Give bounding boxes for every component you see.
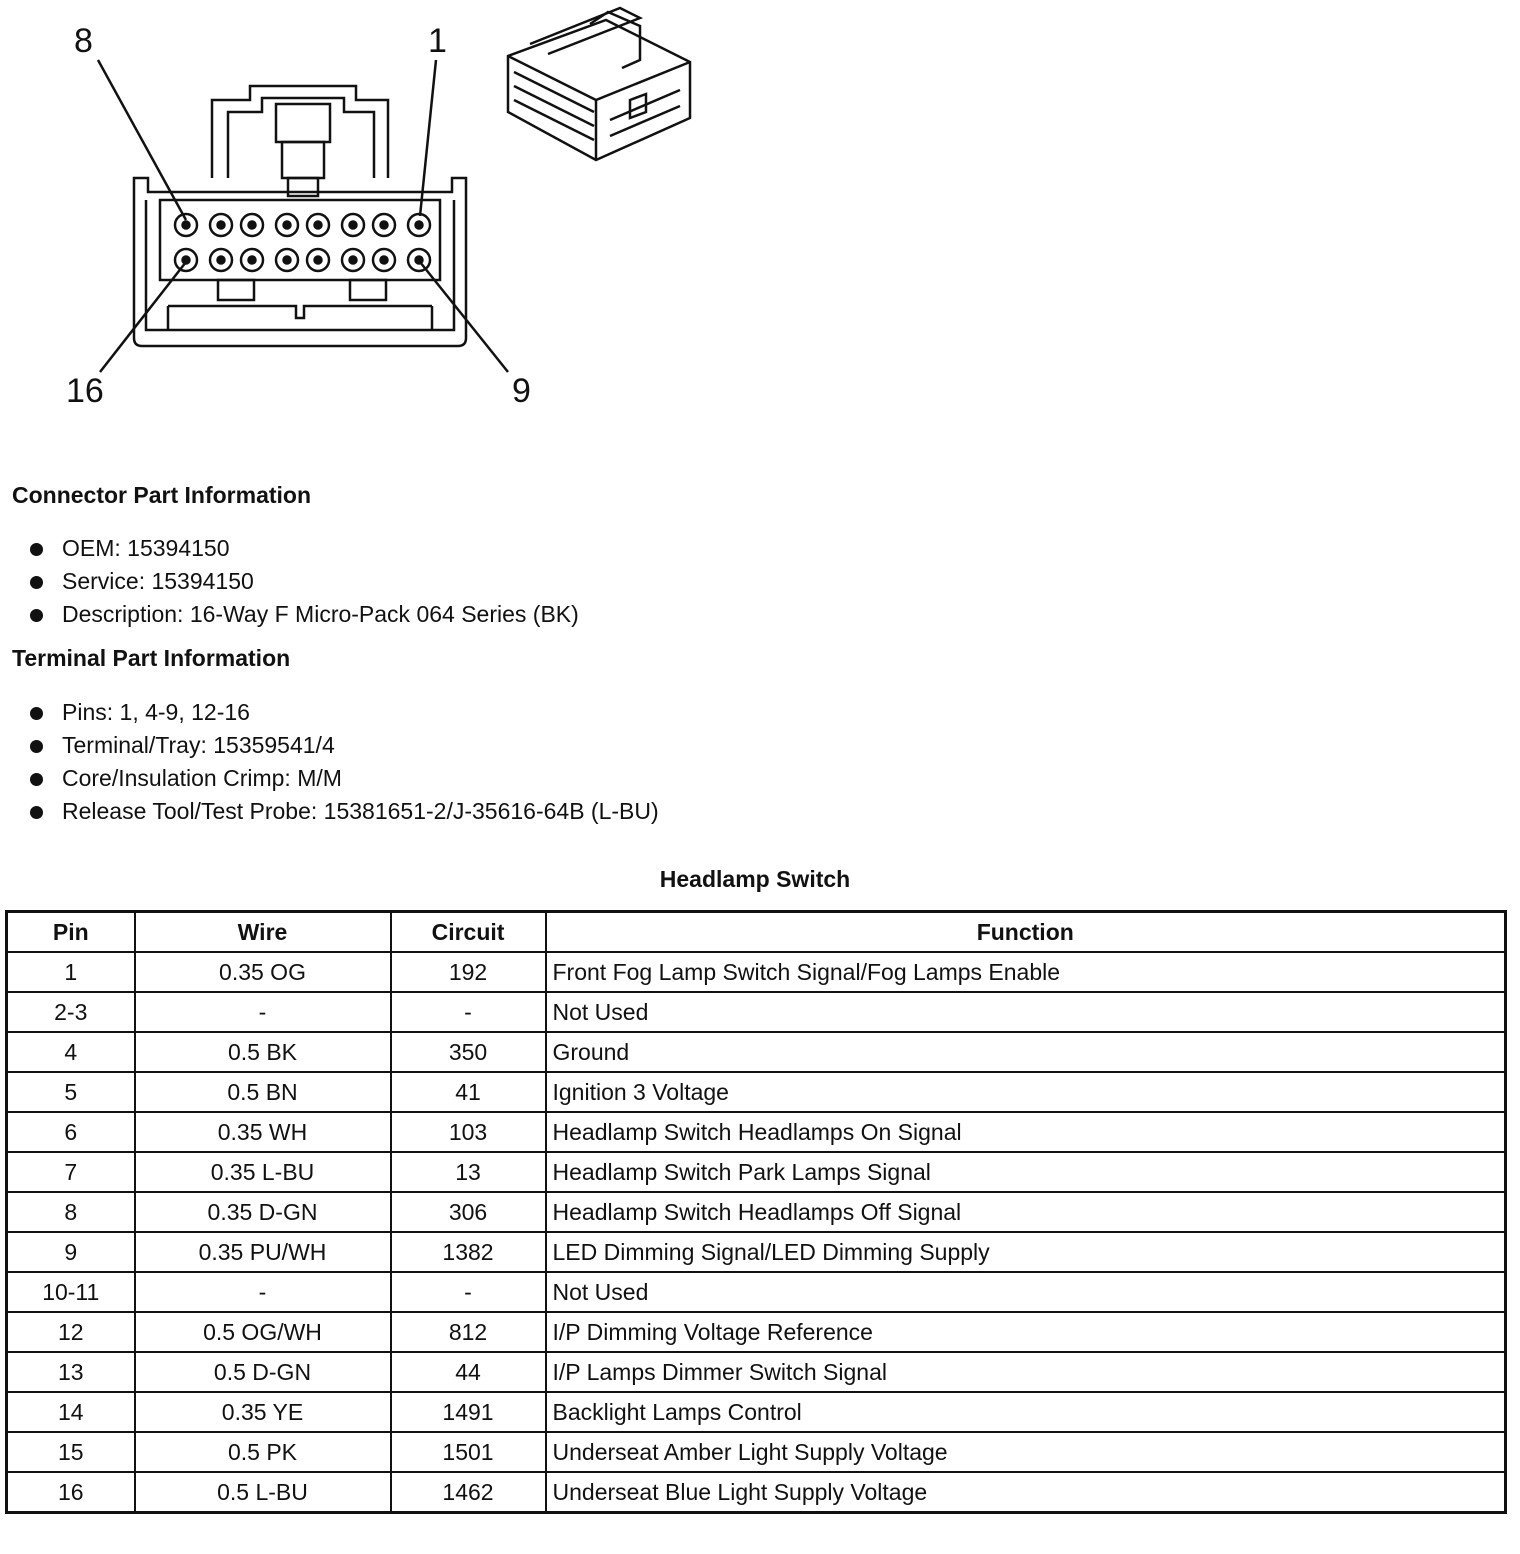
cell-circuit: 1462 xyxy=(391,1472,546,1513)
terminal-info-tool: Release Tool/Test Probe: 15381651-2/J-35616-64B (L-BU) xyxy=(30,795,659,828)
cell-circuit: 41 xyxy=(391,1072,546,1112)
cell-wire: - xyxy=(135,992,391,1032)
cell-wire: 0.35 OG xyxy=(135,952,391,992)
terminal-info-tray: Terminal/Tray: 15359541/4 xyxy=(30,729,659,762)
cell-wire: 0.35 L-BU xyxy=(135,1152,391,1192)
terminal-info-title: Terminal Part Information xyxy=(12,645,291,671)
terminal-info-crimp: Core/Insulation Crimp: M/M xyxy=(30,762,659,795)
cell-pin: 5 xyxy=(7,1072,135,1112)
connector-info-title: Connector Part Information xyxy=(12,482,312,508)
table-row xyxy=(7,1352,1506,1392)
cell-function: LED Dimming Signal/LED Dimming Supply xyxy=(546,1232,1506,1272)
table-row xyxy=(7,1112,1506,1152)
table-row xyxy=(7,992,1506,1032)
table-header-row xyxy=(7,912,1506,953)
table-row xyxy=(7,1272,1506,1312)
cell-wire: 0.5 L-BU xyxy=(135,1472,391,1513)
cell-function: Ground xyxy=(546,1032,1506,1072)
header-pin: Pin xyxy=(7,912,135,953)
cell-pin: 13 xyxy=(7,1352,135,1392)
connector-info-oem: OEM: 15394150 xyxy=(30,532,579,565)
cell-wire: 0.5 OG/WH xyxy=(135,1312,391,1352)
cell-pin: 8 xyxy=(7,1192,135,1232)
connector-iso-view xyxy=(508,8,690,160)
cell-circuit: 306 xyxy=(391,1192,546,1232)
connector-diagram xyxy=(0,0,720,420)
table-row xyxy=(7,1432,1506,1472)
table-row xyxy=(7,1472,1506,1513)
cell-circuit: - xyxy=(391,992,546,1032)
cell-wire: 0.5 PK xyxy=(135,1432,391,1472)
cell-function: Headlamp Switch Headlamps On Signal xyxy=(546,1112,1506,1152)
header-function: Function xyxy=(546,912,1506,953)
cell-wire: 0.5 BK xyxy=(135,1032,391,1072)
cell-pin: 6 xyxy=(7,1112,135,1152)
table-row xyxy=(7,1152,1506,1192)
cell-function: Underseat Amber Light Supply Voltage xyxy=(546,1432,1506,1472)
cell-circuit: 192 xyxy=(391,952,546,992)
cell-wire: 0.35 YE xyxy=(135,1392,391,1432)
table-row xyxy=(7,1312,1506,1352)
pin-label-16: 16 xyxy=(66,372,104,410)
table-row xyxy=(7,1392,1506,1432)
cell-wire: - xyxy=(135,1272,391,1312)
cell-circuit: 1491 xyxy=(391,1392,546,1432)
cell-function: Headlamp Switch Headlamps Off Signal xyxy=(546,1192,1506,1232)
cell-function: Not Used xyxy=(546,1272,1506,1312)
cell-circuit: 44 xyxy=(391,1352,546,1392)
cell-circuit: 350 xyxy=(391,1032,546,1072)
header-circuit: Circuit xyxy=(391,912,546,953)
pin-label-8: 8 xyxy=(74,22,93,60)
cell-pin: 16 xyxy=(7,1472,135,1513)
cell-pin: 9 xyxy=(7,1232,135,1272)
header-wire: Wire xyxy=(135,912,391,953)
cell-pin: 4 xyxy=(7,1032,135,1072)
cell-wire: 0.5 D-GN xyxy=(135,1352,391,1392)
cell-wire: 0.35 D-GN xyxy=(135,1192,391,1232)
connector-info-description: Description: 16-Way F Micro-Pack 064 Series (BK) xyxy=(30,598,579,631)
pinout-table xyxy=(5,910,1507,1514)
cell-circuit: 812 xyxy=(391,1312,546,1352)
table-row xyxy=(7,952,1506,992)
cell-pin: 14 xyxy=(7,1392,135,1432)
cell-pin: 2-3 xyxy=(7,992,135,1032)
table-row xyxy=(7,1072,1506,1112)
table-row xyxy=(7,1192,1506,1232)
table-row xyxy=(7,1032,1506,1072)
cell-wire: 0.5 BN xyxy=(135,1072,391,1112)
cell-function: Front Fog Lamp Switch Signal/Fog Lamps Enable xyxy=(546,952,1506,992)
table-title: Headlamp Switch xyxy=(659,866,851,892)
cell-function: Underseat Blue Light Supply Voltage xyxy=(546,1472,1506,1513)
cell-function: I/P Lamps Dimmer Switch Signal xyxy=(546,1352,1506,1392)
pin-label-1: 1 xyxy=(428,22,447,60)
cell-circuit: 1382 xyxy=(391,1232,546,1272)
cell-pin: 10-11 xyxy=(7,1272,135,1312)
cell-pin: 1 xyxy=(7,952,135,992)
cell-function: Ignition 3 Voltage xyxy=(546,1072,1506,1112)
connector-info-service: Service: 15394150 xyxy=(30,565,579,598)
cell-circuit: 1501 xyxy=(391,1432,546,1472)
cell-circuit: - xyxy=(391,1272,546,1312)
cell-wire: 0.35 PU/WH xyxy=(135,1232,391,1272)
cell-function: Headlamp Switch Park Lamps Signal xyxy=(546,1152,1506,1192)
cell-pin: 15 xyxy=(7,1432,135,1472)
cell-circuit: 13 xyxy=(391,1152,546,1192)
cell-wire: 0.35 WH xyxy=(135,1112,391,1152)
cell-function: I/P Dimming Voltage Reference xyxy=(546,1312,1506,1352)
cell-pin: 7 xyxy=(7,1152,135,1192)
terminal-info-list xyxy=(30,696,659,828)
connector-info-list xyxy=(30,532,579,631)
terminal-info-pins: Pins: 1, 4-9, 12-16 xyxy=(30,696,659,729)
pin-label-9: 9 xyxy=(512,372,531,410)
table-row xyxy=(7,1232,1506,1272)
cell-function: Not Used xyxy=(546,992,1506,1032)
cell-circuit: 103 xyxy=(391,1112,546,1152)
cell-function: Backlight Lamps Control xyxy=(546,1392,1506,1432)
cell-pin: 12 xyxy=(7,1312,135,1352)
